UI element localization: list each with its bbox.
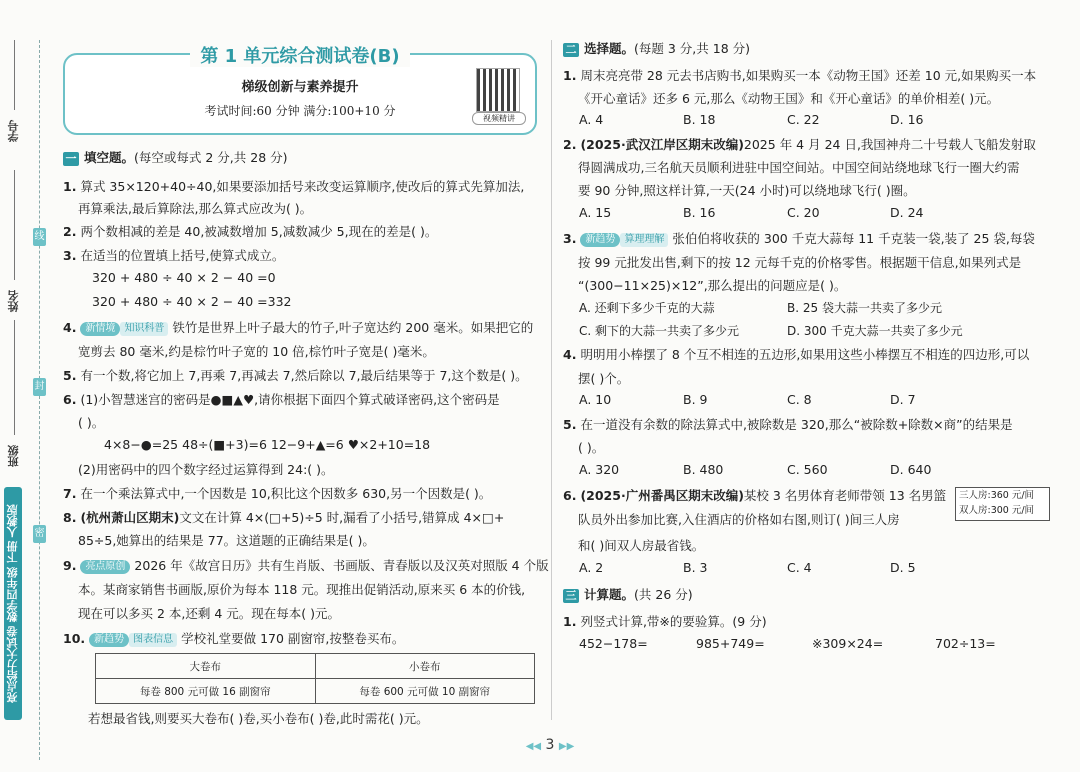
seal-char: 密 xyxy=(33,525,46,543)
section-note: (每题 3 分,共 18 分) xyxy=(634,41,750,56)
option: A. 还剩下多少千克的大蒜 xyxy=(579,301,715,315)
tag-reasoning: 算理理解 xyxy=(620,233,668,247)
section-note: (每空或每式 2 分,共 28 分) xyxy=(134,150,288,165)
option: A. 15 xyxy=(579,205,612,220)
question-text: 85÷5,她算出的结果是 77。这道题的正确结果是( )。 xyxy=(78,533,375,548)
table-cell: 每卷 600 元可做 10 副窗帘 xyxy=(315,679,535,704)
seal-dashed-line xyxy=(39,40,40,760)
class-line xyxy=(14,320,15,435)
question-text: 按 99 元批发出售,剩下的按 12 元每千克的价格零售。根据题干信息,如果列式是 xyxy=(578,255,1022,270)
option: D. 16 xyxy=(890,112,924,127)
option: C. 4 xyxy=(787,560,812,575)
question-number: 1. xyxy=(563,68,577,83)
page-number: 3 xyxy=(545,737,555,753)
name-line xyxy=(14,170,15,280)
question-number: 4. xyxy=(63,320,77,335)
equation: 320 + 480 ÷ 40 × 2 − 40 =0 xyxy=(92,270,276,285)
question-number: 2. xyxy=(63,224,77,239)
table-header: 大卷布 xyxy=(96,654,316,679)
equation: 4×8−●=25 48÷(■+3)=6 12−9+▲=6 ♥×2+10=18 xyxy=(104,437,431,452)
option: C. 剩下的大蒜一共卖了多少元 xyxy=(579,324,740,338)
question-text: 现在可以多买 2 本,还剩 4 元。现在每本( )元。 xyxy=(78,606,341,621)
question-number: 3. xyxy=(563,231,577,246)
question-text: 文文在计算 4×(□+5)÷5 时,漏看了小括号,错算成 4×□+ xyxy=(179,510,505,525)
question-text: 本。某商家销售书画版,原价为每本 118 元。现推出促销活动,原来买 6 本的价钱, xyxy=(78,582,526,597)
option: C. 8 xyxy=(787,392,812,407)
option: B. 480 xyxy=(683,462,724,477)
class-label: 班级 xyxy=(7,445,20,467)
option: D. 24 xyxy=(890,205,924,220)
question-number: 2. xyxy=(563,137,577,152)
option: C. 560 xyxy=(787,462,828,477)
question-number: 3. xyxy=(63,248,77,263)
question-text: ( )。 xyxy=(578,440,605,455)
question-source: (2025·武汉江岸区期末改编) xyxy=(580,137,744,152)
option: D. 640 xyxy=(890,462,932,477)
option: A. 320 xyxy=(579,462,620,477)
name-label: 姓名 xyxy=(7,290,20,312)
section-number: 二 xyxy=(563,43,579,57)
section-number: 三 xyxy=(563,589,579,603)
option: B. 18 xyxy=(683,112,716,127)
student-id-label: 学号 xyxy=(7,120,20,142)
question-text: 有一个数,将它加上 7,再乘 7,再减去 7,然后除以 7,最后结果等于 7,这个数是( )。 xyxy=(80,368,528,383)
question-text: 在适当的位置填上括号,使算式成立。 xyxy=(80,248,285,263)
page-number-wrap xyxy=(520,737,580,753)
section-1-heading xyxy=(63,148,288,166)
question-text: 2025 年 4 月 24 日,我国神舟二十号载人飞船发射取 xyxy=(743,137,1036,152)
question-number: 5. xyxy=(63,368,77,383)
option: B. 16 xyxy=(683,205,716,220)
question-text: 得圆满成功,三名航天员顺利进驻中国空间站。中国空间站绕地球飞行一圈大约需 xyxy=(578,160,1020,175)
column-divider xyxy=(551,40,552,720)
question-text: “(300−11×25)×12”,那么提出的问题应是( )。 xyxy=(578,278,847,293)
tag-new-trend: 新趋势 xyxy=(580,233,620,247)
question-text: (1)小智慧迷宫的密码是●■▲♥,请你根据下面四个算式破译密码,这个密码是 xyxy=(80,392,500,407)
section-3-heading xyxy=(563,585,693,603)
question-number: 1. xyxy=(563,614,577,629)
question-number: 7. xyxy=(63,486,77,501)
brand-tab: 亮点给力大试卷 数学四年级 下册 人教版 xyxy=(4,487,22,720)
question-source: (2025·广州番禺区期末改编) xyxy=(580,488,744,503)
question-number: 9. xyxy=(63,558,77,573)
tag-new-trend: 新趋势 xyxy=(89,633,129,647)
question-source: (杭州萧山区期末) xyxy=(80,510,180,525)
question-text: 2026 年《故宫日历》共有生肖版、书画版、青春版以及汉英对照版 4 个版 xyxy=(134,558,549,573)
option: A. 2 xyxy=(579,560,604,575)
room-price-box xyxy=(955,487,1050,521)
tag-original: 亮点原创 xyxy=(80,560,130,574)
question-text: 算式 35×120+40÷40,如果要添加括号来改变运算顺序,使改后的算式先算加法, xyxy=(80,179,525,194)
seal-char: 线 xyxy=(33,228,46,246)
tag-knowledge: 知识科普 xyxy=(120,322,168,336)
tag-chart-info: 图表信息 xyxy=(129,633,177,647)
question-number: 10. xyxy=(63,631,86,646)
qr-code-icon xyxy=(476,68,520,112)
table-header: 小卷布 xyxy=(315,654,535,679)
question-text: 在一个乘法算式中,一个因数是 10,积比这个因数多 630,另一个因数是( )。 xyxy=(80,486,492,501)
exam-meta: 考试时间:60 分钟 满分:100+10 分 xyxy=(204,104,396,118)
option: C. 20 xyxy=(787,205,820,220)
table-cell: 每卷 800 元可做 16 副窗帘 xyxy=(96,679,316,704)
question-text: 周末亮亮带 28 元去书店购书,如果购买一本《动物王国》还差 10 元,如果购买一本 xyxy=(580,68,1037,83)
question-number: 6. xyxy=(63,392,77,407)
question-text: ( )。 xyxy=(78,415,105,430)
option: D. 300 千克大蒜一共卖了多少元 xyxy=(787,324,963,338)
question-text: 在一道没有余数的除法算式中,被除数是 320,那么“被除数+除数×商”的结果是 xyxy=(580,417,1013,432)
question-text: 要 90 分钟,照这样计算,一天(24 小时)可以绕地球飞行( )圈。 xyxy=(578,183,916,198)
question-text: 《开心童话》还多 6 元,那么《动物王国》和《开心童话》的单价相差( )元。 xyxy=(578,91,1000,106)
section-number: 一 xyxy=(63,152,79,166)
option: A. 4 xyxy=(579,112,604,127)
question-number: 6. xyxy=(563,488,577,503)
question-text: 两个数相减的差是 40,被减数增加 5,减数减少 5,现在的差是( )。 xyxy=(80,224,438,239)
section-title: 计算题。 xyxy=(584,587,635,602)
calc-item: 702÷13= xyxy=(935,636,996,651)
page-subtitle: 梯级创新与素养提升 xyxy=(241,80,359,95)
page-title: 第 1 单元综合测试卷(B) xyxy=(190,46,409,67)
question-number: 8. xyxy=(63,510,77,525)
section-title: 选择题。 xyxy=(584,41,635,56)
question-text: 列竖式计算,带※的要验算。(9 分) xyxy=(580,614,767,629)
question-text: 张伯伯将收获的 300 千克大蒜每 11 千克装一袋,装了 25 袋,每袋 xyxy=(672,231,1035,246)
question-text: 宽剪去 80 毫米,约是棕竹叶子宽的 10 倍,棕竹叶子宽是( )毫米。 xyxy=(78,344,435,359)
section-2-heading xyxy=(563,39,750,57)
option: D. 5 xyxy=(890,560,916,575)
calc-item: 452−178= xyxy=(579,636,648,651)
next-arrow-icon: ▶▶ xyxy=(558,741,575,752)
question-number: 4. xyxy=(563,347,577,362)
option: A. 10 xyxy=(579,392,612,407)
option: D. 7 xyxy=(890,392,916,407)
question-text: 学校礼堂要做 170 副窗帘,按整卷买布。 xyxy=(181,631,405,646)
section-title: 填空题。 xyxy=(84,150,135,165)
question-text: 和( )间双人房最省钱。 xyxy=(578,538,705,553)
price-line: 三人房:360 元/间 xyxy=(959,490,1035,501)
equation: 320 + 480 ÷ 40 × 2 − 40 =332 xyxy=(92,294,292,309)
question-number: 1. xyxy=(63,179,77,194)
option: B. 9 xyxy=(683,392,708,407)
cloth-price-table xyxy=(95,653,535,704)
page-title-wrap xyxy=(63,42,537,68)
question-text: 若想最省钱,则要买大卷布( )卷,买小卷布( )卷,此时需花( )元。 xyxy=(88,711,429,726)
question-text: 再算乘法,最后算除法,那么算式应改为( )。 xyxy=(78,201,313,216)
tag-new-situation: 新情境 xyxy=(80,322,120,336)
section-note: (共 26 分) xyxy=(634,587,693,602)
question-number: 5. xyxy=(563,417,577,432)
price-line: 双人房:300 元/间 xyxy=(959,505,1035,516)
option: B. 25 袋大蒜一共卖了多少元 xyxy=(787,301,942,315)
question-text: (2)用密码中的四个数字经过运算得到 24:( )。 xyxy=(78,462,334,477)
seal-char: 封 xyxy=(33,378,46,396)
calc-item: 985+749= xyxy=(696,636,765,651)
question-text: 队员外出参加比赛,入住酒店的价格如右图,则订( )间三人房 xyxy=(578,512,900,527)
question-text: 铁竹是世界上叶子最大的竹子,叶子宽达约 200 毫米。如果把它的 xyxy=(172,320,534,335)
question-text: 某校 3 名男体育老师带领 13 名男篮 xyxy=(743,488,947,503)
option: C. 22 xyxy=(787,112,820,127)
student-id-line xyxy=(14,40,15,110)
qr-caption: 视频精讲 xyxy=(472,112,526,125)
calc-item: ※309×24= xyxy=(812,636,884,651)
question-text: 摆( )个。 xyxy=(578,371,630,386)
option: B. 3 xyxy=(683,560,708,575)
prev-arrow-icon: ◀◀ xyxy=(525,741,542,752)
question-text: 明明用小棒摆了 8 个互不相连的五边形,如果用这些小棒摆互不相连的四边形,可以 xyxy=(580,347,1030,362)
